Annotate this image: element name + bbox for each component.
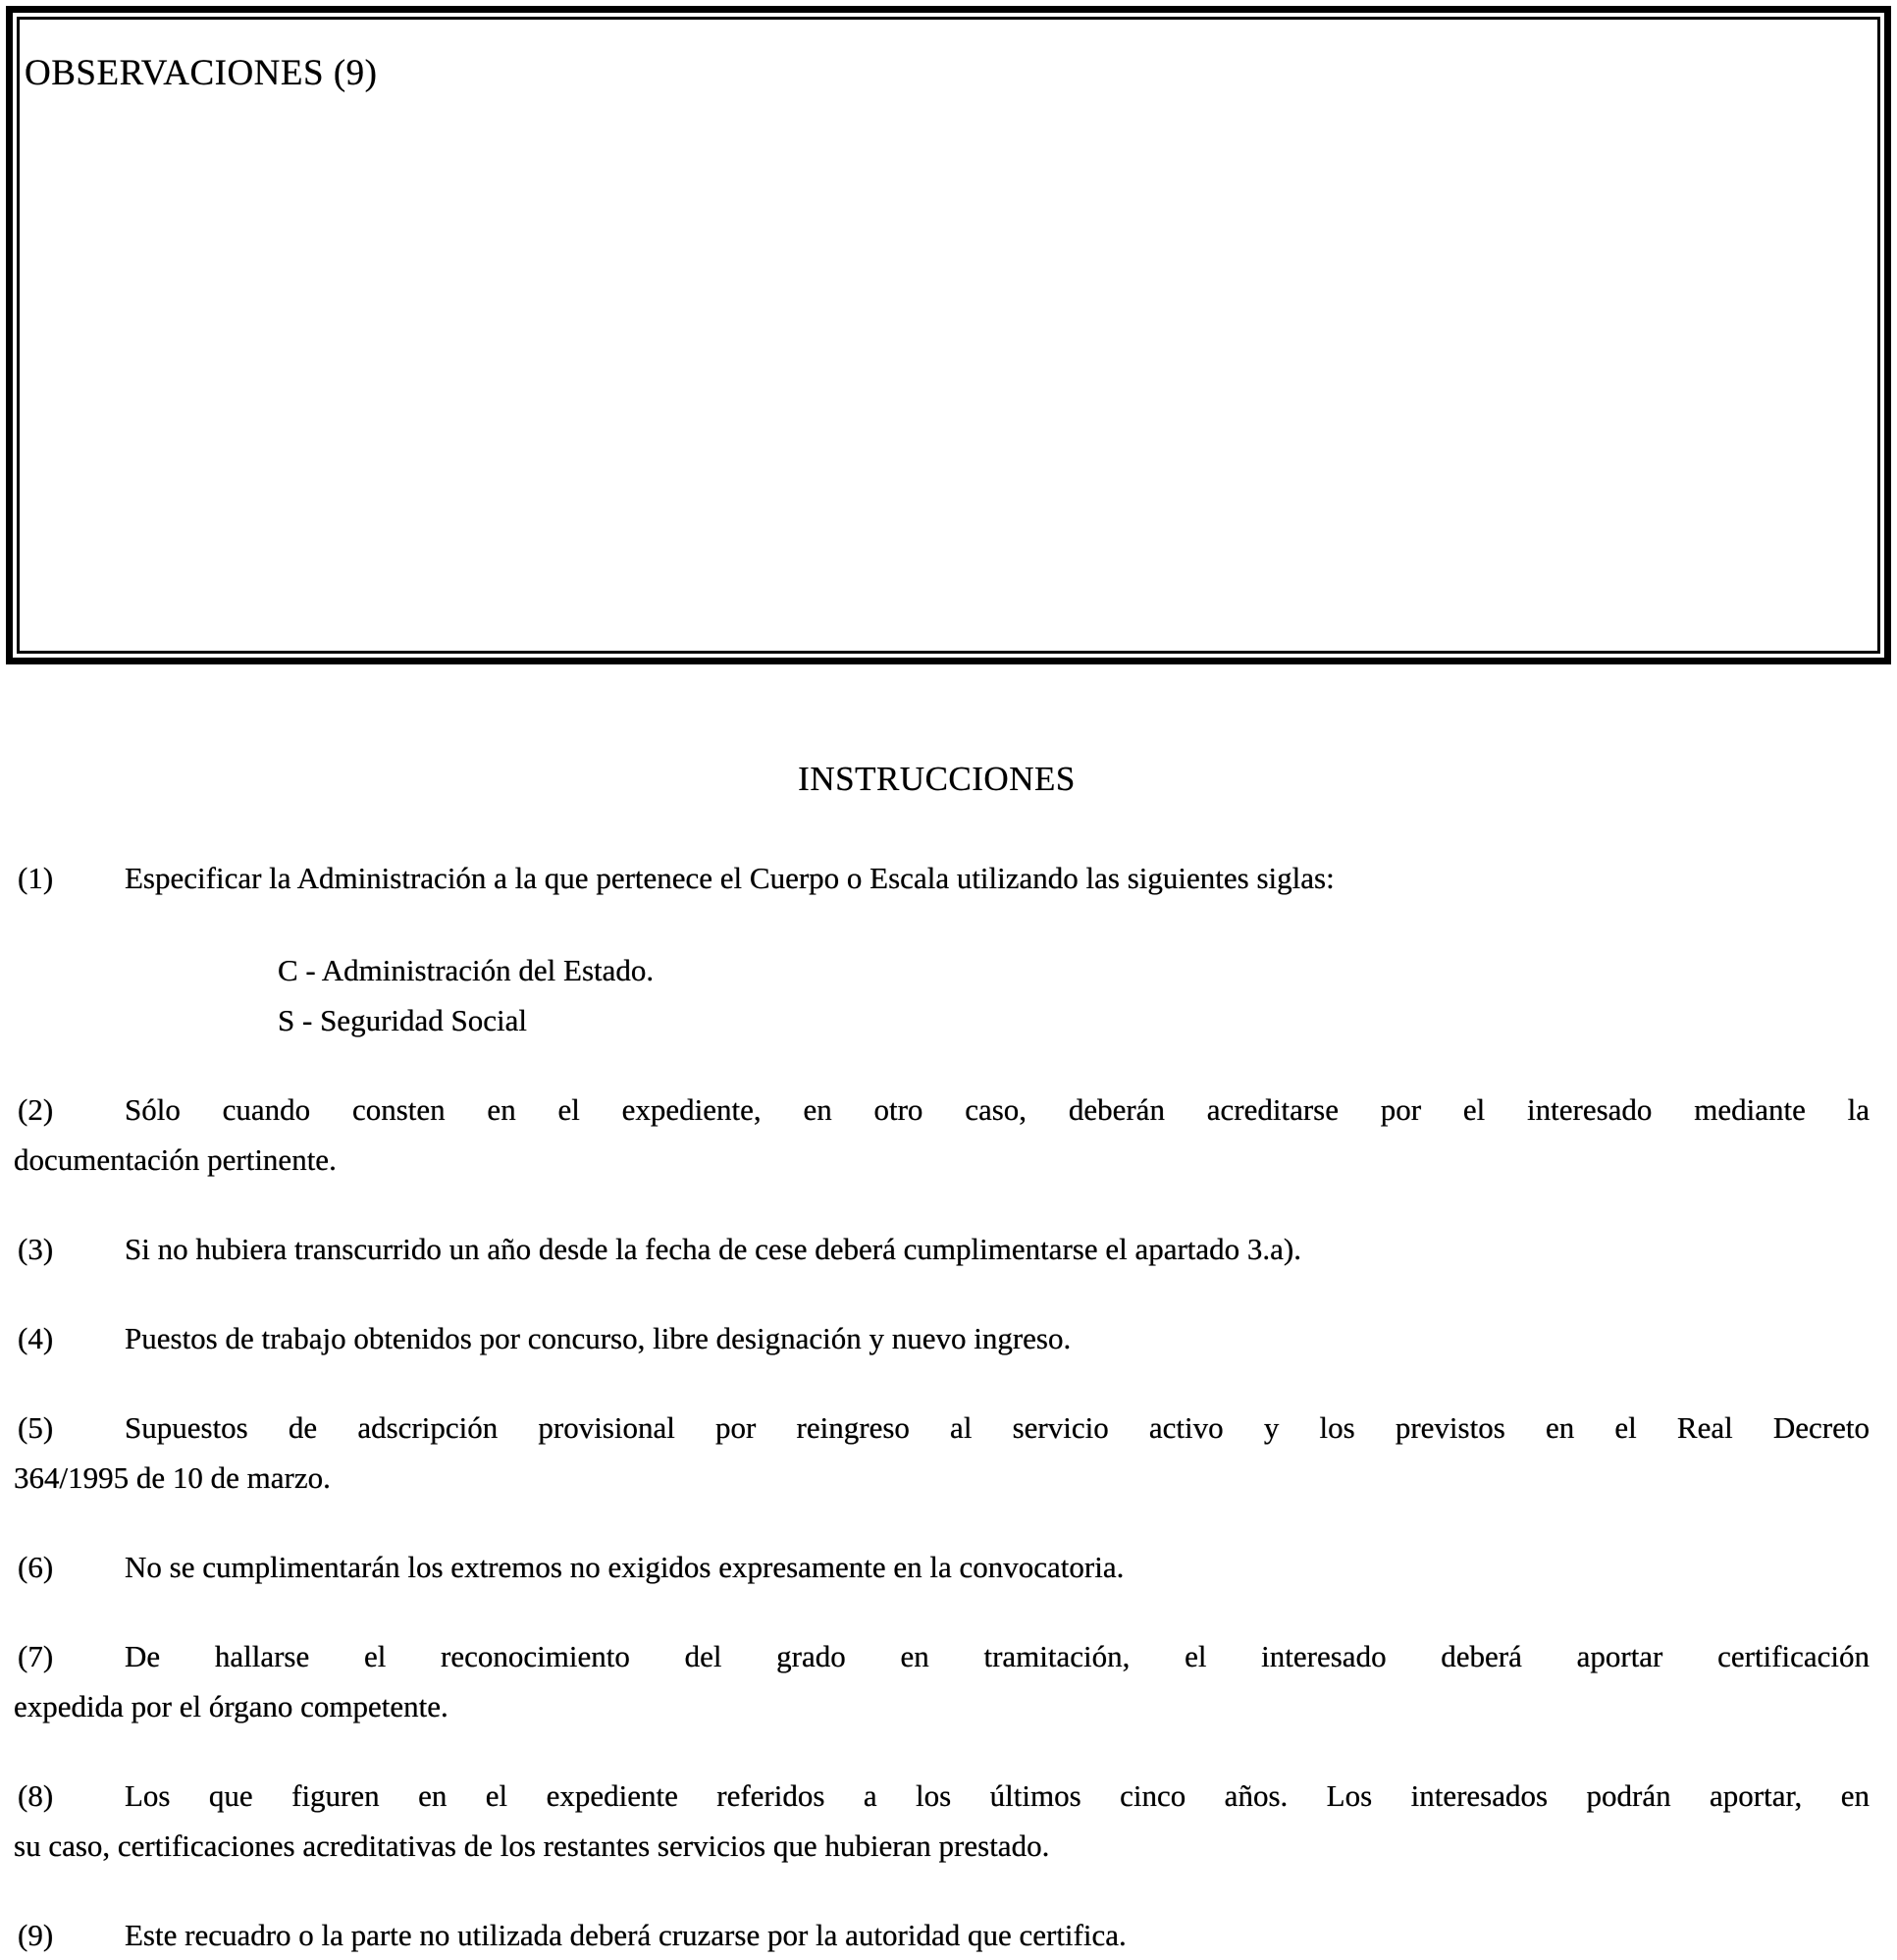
instruction-item-9 [14, 1910, 1870, 1960]
instruction-number: (6) [18, 1550, 54, 1584]
instruction-line: De hallarse el reconocimiento del grado en tramitación, el interesado deberá aportar certificación [125, 1639, 1870, 1673]
sigla-line: S - Seguridad Social [278, 1003, 527, 1037]
instruction-item-3 [14, 1224, 1870, 1274]
instruction-line: Los que figuren en el expediente referidos a los últimos cinco años. Los interesados podrán aportar, en [125, 1778, 1870, 1813]
observaciones-inner-border [17, 17, 1880, 654]
document-page [0, 6, 1897, 1960]
instruction-number: (9) [18, 1918, 54, 1952]
instruction-item-2 [14, 1085, 1870, 1185]
instruction-item-7 [14, 1631, 1870, 1731]
instruction-item-5 [14, 1403, 1870, 1503]
instruction-line: No se cumplimentarán los extremos no exigidos expresamente en la convocatoria. [125, 1550, 1125, 1584]
instructions-list [0, 853, 1897, 1960]
instruction-line: su caso, certificaciones acreditativas de los restantes servicios que hubieran prestado. [14, 1828, 1050, 1863]
observaciones-box [6, 6, 1891, 664]
instruction-line: 364/1995 de 10 de marzo. [14, 1460, 331, 1495]
instruction-number: (4) [18, 1321, 54, 1355]
instruction-item-6 [14, 1542, 1870, 1592]
instruction-line: Puestos de trabajo obtenidos por concurso, libre designación y nuevo ingreso. [125, 1321, 1072, 1355]
instruction-line: expedida por el órgano competente. [14, 1689, 448, 1723]
instruction-line: Si no hubiera transcurrido un año desde la fecha de cese deberá cumplimentarse el apartado 3.a). [125, 1232, 1302, 1266]
instruction-number: (5) [18, 1410, 54, 1445]
instruction-line: Supuestos de adscripción provisional por reingreso al servicio activo y los previstos en el Real Decreto [125, 1410, 1870, 1445]
instruction-item-4 [14, 1313, 1870, 1363]
instruction-line: documentación pertinente. [14, 1142, 337, 1177]
instruction-number: (7) [18, 1639, 54, 1673]
instrucciones-title: INSTRUCCIONES [798, 760, 1076, 798]
instruction-number: (1) [18, 861, 54, 895]
sigla-line: C - Administración del Estado. [278, 953, 655, 987]
instruction-line: Especificar la Administración a la que pertenece el Cuerpo o Escala utilizando las siguientes siglas: [125, 861, 1335, 895]
instruction-number: (3) [18, 1232, 54, 1266]
instruction-line: Este recuadro o la parte no utilizada deberá cruzarse por la autoridad que certifica. [125, 1918, 1127, 1952]
instruction-line: Sólo cuando consten en el expediente, en otro caso, deberán acreditarse por el interesado mediante la [125, 1092, 1870, 1127]
instruction-number: (8) [18, 1778, 54, 1813]
instruction-item-1 [14, 853, 1870, 1045]
instruction-number: (2) [18, 1092, 54, 1127]
observaciones-label: OBSERVACIONES (9) [25, 53, 378, 93]
instruction-item-8 [14, 1771, 1870, 1871]
siglas-block [14, 945, 1870, 1045]
